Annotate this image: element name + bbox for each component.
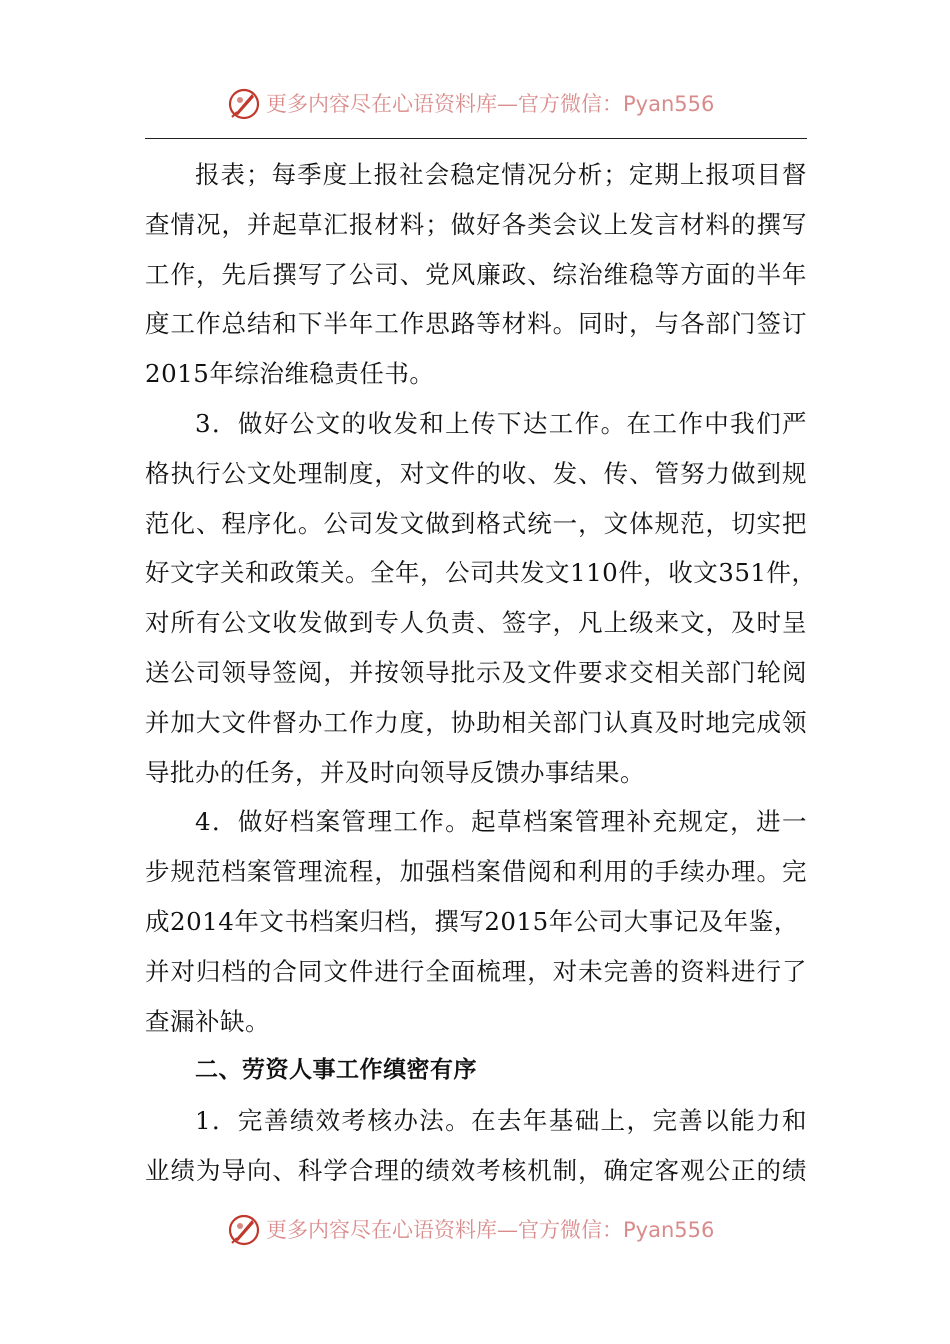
text-line: 送公司领导签阅，并按领导批示及文件要求交相关部门轮阅 [145, 657, 807, 687]
text-line: 好文字关和政策关。全年，公司共发文110件，收文351件， [145, 558, 817, 588]
text-line: 并加大文件督办工作力度，协助相关部门认真及时地完成领 [145, 707, 807, 737]
watermark-text [266, 1216, 714, 1244]
text-line: 范化、程序化。公司发文做到格式统一，文体规范，切实把 [145, 508, 807, 538]
document-body [145, 150, 817, 1196]
watermark-wechat-label: 官方微信： [518, 92, 623, 116]
footer-watermark [0, 1210, 950, 1250]
watermark-brand: 更多内容尽在心语资料库 [266, 1218, 497, 1242]
text-line: 3．做好公文的收发和上传下达工作。在工作中我们严 [195, 408, 807, 438]
text-line: 对所有公文收发做到专人负责、签字，凡上级来文，及时呈 [145, 608, 807, 638]
text-line: 查情况，并起草汇报材料；做好各类会议上发言材料的撰写 [145, 209, 807, 239]
quill-logo-icon [226, 1212, 262, 1248]
text-line: 工作，先后撰写了公司、党风廉政、综治维稳等方面的半年 [145, 259, 807, 289]
section-heading: 二、劳资人事工作缜密有序 [195, 1057, 477, 1084]
quill-logo-icon [226, 86, 262, 122]
text-line: 查漏补缺。 [145, 1006, 270, 1036]
text-line: 报表；每季度上报社会稳定情况分析；定期上报项目督 [195, 160, 807, 189]
watermark-wechat-id: Pyan556 [623, 92, 715, 116]
text-line: 1．完善绩效考核办法。在去年基础上，完善以能力和 [195, 1106, 807, 1136]
text-line: 度工作总结和下半年工作思路等材料。同时，与各部门签订 [145, 309, 807, 339]
text-line: 4．做好档案管理工作。起草档案管理补充规定，进一 [195, 807, 807, 837]
text-line: 业绩为导向、科学合理的绩效考核机制，确定客观公正的绩 [145, 1155, 807, 1185]
watermark-wechat-label: 官方微信： [518, 1218, 623, 1242]
text-line: 成2014年文书档案归档，撰写2015年公司大事记及年鉴， [145, 906, 799, 936]
watermark-brand: 更多内容尽在心语资料库 [266, 92, 497, 116]
text-line: 格执行公文处理制度，对文件的收、发、传、管努力做到规 [145, 458, 807, 488]
header-divider [145, 138, 807, 139]
watermark-separator: — [497, 92, 518, 116]
text-line: 步规范档案管理流程，加强档案借阅和利用的手续办理。完 [145, 857, 807, 887]
text-line: 导批办的任务，并及时向领导反馈办事结果。 [145, 757, 645, 787]
header-watermark [0, 84, 950, 124]
watermark-wechat-id: Pyan556 [623, 1218, 715, 1242]
text-line: 并对归档的合同文件进行全面梳理，对未完善的资料进行了 [145, 956, 807, 986]
watermark-text [266, 90, 714, 118]
text-line: 2015年综治维稳责任书。 [145, 359, 435, 389]
watermark-separator: — [497, 1218, 518, 1242]
